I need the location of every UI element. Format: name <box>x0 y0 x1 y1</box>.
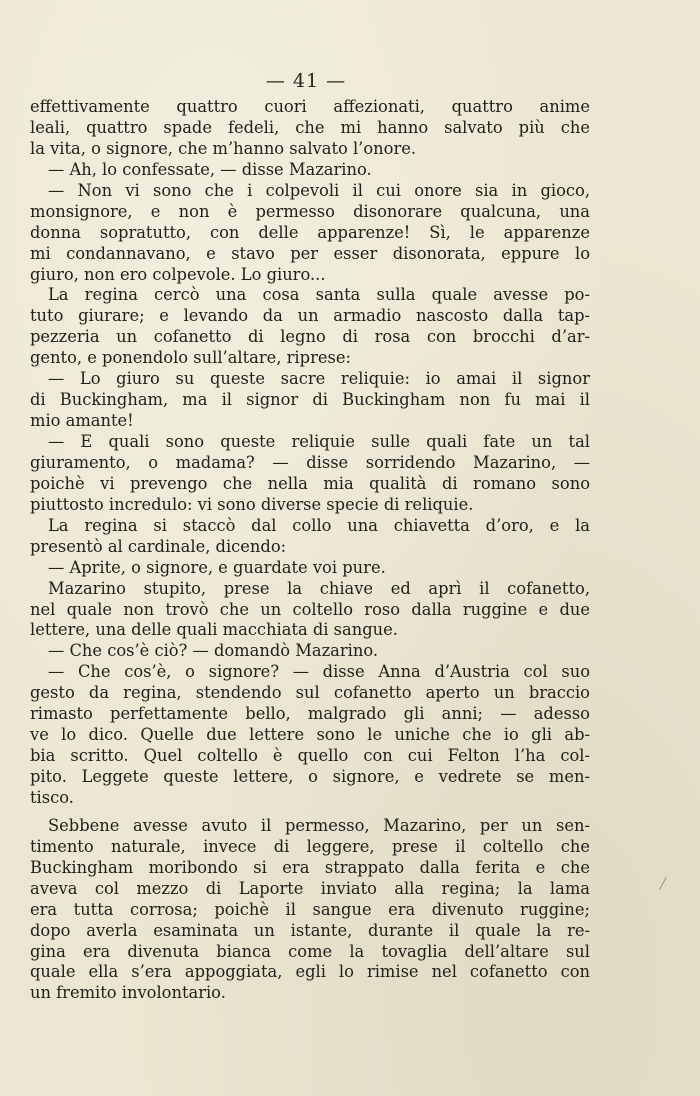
text-line: — Ah, lo confessate, — disse Mazarino. <box>48 159 372 179</box>
text-line: aveva col mezzo di Laporte inviato alla regina; la lama <box>30 878 590 898</box>
text-line: timento naturale, invece di leggere, prese il coltello che <box>30 836 590 856</box>
text-line: presentò al cardinale, dicendo: <box>30 536 287 556</box>
text-line: gento, e ponendolo sull’altare, riprese: <box>30 348 351 368</box>
margin-mark <box>659 877 672 893</box>
text-line: tisco. <box>30 787 74 807</box>
text-line: era tutta corrosa; poichè il sangue era divenuto ruggine; <box>30 899 590 919</box>
text-line: mi condannavano, e stavo per esser disonorata, eppure lo <box>30 243 590 263</box>
text-line: — E quali sono queste reliquie sulle quali fate un tal <box>48 432 590 451</box>
text-line: piuttosto incredulo: vi sono diverse specie di reliquie. <box>30 494 474 514</box>
text-line: quale ella s’era appoggiata, egli lo rimise nel cofanetto con <box>30 962 590 982</box>
text-line: gesto da regina, stendendo sul cofanetto aperto un braccio <box>30 683 590 703</box>
text-line: La regina cercò una cosa santa sulla quale avesse po- <box>48 285 590 305</box>
text-line: effettivamente quattro cuori affezionati, quattro anime <box>30 97 590 116</box>
text-line: monsignore, e non è permesso disonorare qualcuna, una <box>30 201 590 221</box>
text-line: donna sopratutto, con delle apparenze! Sì, le apparenze <box>30 222 590 242</box>
body-text <box>30 97 590 1004</box>
page-number: — 41 — <box>265 70 347 92</box>
text-line: poichè vi prevengo che nella mia qualità di romano sono <box>30 473 590 493</box>
text-line: — Lo giuro su queste sacre reliquie: io amai il signor <box>48 369 590 389</box>
text-line: ve lo dico. Quelle due lettere sono le uniche che io gli ab- <box>30 725 590 745</box>
text-line: gina era divenuta bianca come la tovaglia dell’altare sul <box>30 941 590 961</box>
text-line: — Che cos’è, o signore? — disse Anna d’Austria col suo <box>48 662 590 682</box>
text-line: giuro, non ero colpevole. Lo giuro... <box>30 264 326 284</box>
text-line: pito. Leggete queste lettere, o signore, e vedrete se men- <box>30 767 590 786</box>
text-line: nel quale non trovò che un coltello roso dalla ruggine e due <box>30 599 590 619</box>
text-line: lettere, una delle quali macchiata di sangue. <box>30 620 398 640</box>
text-line: Sebbene avesse avuto il permesso, Mazarino, per un sen- <box>48 815 590 835</box>
text-line: — Aprite, o signore, e guardate voi pure. <box>48 557 386 577</box>
text-line: Buckingham moribondo si era strappato dalla ferita e che <box>30 857 590 877</box>
text-line: giuramento, o madama? — disse sorridendo Mazarino, — <box>30 452 590 472</box>
text-line: tuto giurare; e levando da un armadio nascosto dalla tap- <box>30 306 590 326</box>
text-line: Mazarino stupito, prese la chiave ed aprì il cofanetto, <box>48 578 590 598</box>
text-line: rimasto perfettamente bello, malgrado gli anni; — adesso <box>30 704 590 724</box>
text-line: bia scritto. Quel coltello è quello con cui Felton l’ha col- <box>30 746 590 766</box>
text-line: — Che cos’è ciò? — domandò Mazarino. <box>48 641 379 661</box>
text-line: la vita, o signore, che m’hanno salvato l’onore. <box>30 138 417 158</box>
text-line: leali, quattro spade fedeli, che mi hanno salvato più che <box>30 117 590 137</box>
text-line: di Buckingham, ma il signor di Buckingham non fu mai il <box>30 390 590 410</box>
text-line: un fremito involontario. <box>30 983 226 1003</box>
text-line: dopo averla esaminata un istante, durante il quale la re- <box>30 920 590 940</box>
text-line: La regina si staccò dal collo una chiavetta d’oro, e la <box>48 515 590 535</box>
text-line: mio amante! <box>30 411 134 431</box>
text-line: — Non vi sono che i colpevoli il cui onore sia in gioco, <box>48 180 590 200</box>
text-line: pezzeria un cofanetto di legno di rosa con brocchi d’ar- <box>30 327 590 347</box>
